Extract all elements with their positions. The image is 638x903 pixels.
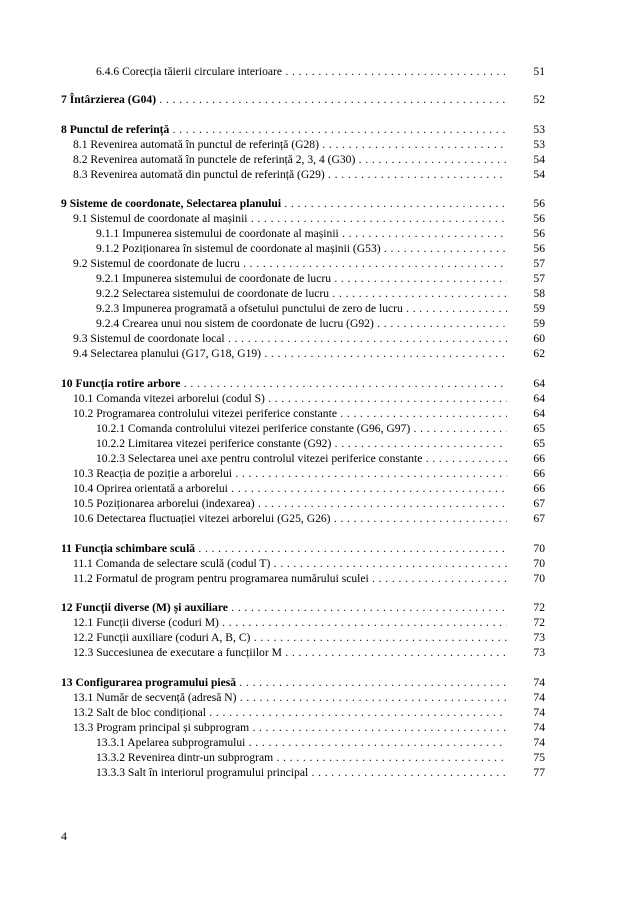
toc-entry (0, 256, 638, 271)
toc-entry-page: 74 (533, 676, 545, 689)
toc-entry (0, 750, 638, 765)
toc-chapter-entry (0, 92, 638, 107)
toc-entry-label: 10.2.2 Limitarea vitezei periferice constante (G92) (96, 437, 332, 450)
toc-entry-title (96, 765, 507, 780)
toc-entry (0, 241, 638, 256)
toc-entry (0, 436, 638, 451)
toc-entry-page: 73 (533, 646, 545, 659)
toc-entry-title (73, 615, 507, 630)
toc-entry (0, 152, 638, 167)
toc-entry-page: 57 (533, 257, 545, 270)
toc-entry (0, 645, 638, 660)
toc-entry-page: 60 (533, 332, 545, 345)
toc-entry-page: 65 (533, 422, 545, 435)
toc-chapter-entry (0, 600, 638, 615)
toc-entry-title (61, 376, 507, 391)
toc-entry-page: 66 (533, 482, 545, 495)
toc-entry-label: 10.2.3 Selectarea unei axe pentru controlul vitezei periferice constante (96, 452, 423, 465)
toc-entry-label: 10.4 Oprirea orientată a arborelui (73, 482, 228, 495)
toc-entry-label: 8.2 Revenirea automată în punctele de referință 2, 3, 4 (G30) (73, 153, 356, 166)
toc-entry-page: 56 (533, 227, 545, 240)
toc-entry-title (73, 705, 507, 720)
toc-entry-page: 70 (533, 542, 545, 555)
toc-entry-label: 8 Punctul de referință (61, 123, 170, 136)
toc-entry-title (96, 271, 507, 286)
toc-entry-label: 7 Întârzierea (G04) (61, 93, 157, 106)
toc-entry-label: 10.1 Comanda vitezei arborelui (codul S) (73, 392, 265, 405)
toc-entry-title (96, 301, 507, 316)
toc-entry-title (96, 226, 507, 241)
toc-entry (0, 391, 638, 406)
toc-entry-page: 74 (533, 736, 545, 749)
toc-entry-page: 74 (533, 706, 545, 719)
toc-entry (0, 211, 638, 226)
toc-entry-page: 53 (533, 138, 545, 151)
toc-entry-title (73, 391, 507, 406)
toc-entry-title (61, 92, 507, 107)
toc-entry-page: 72 (533, 616, 545, 629)
toc-entry-title (73, 137, 507, 152)
toc-entry-label: 9.1.1 Impunerea sistemului de coordonate al mașinii (96, 227, 339, 240)
toc-entry (0, 301, 638, 316)
toc-entry-title (73, 720, 507, 735)
toc-entry-page: 58 (533, 287, 545, 300)
toc-entry-title (61, 600, 507, 615)
toc-entry-page: 74 (533, 691, 545, 704)
toc-entry (0, 735, 638, 750)
toc-entry-label: 10.2 Programarea controlului vitezei periferice constante (73, 407, 337, 420)
toc-entry-label: 9 Sisteme de coordonate, Selectarea planului (61, 197, 282, 210)
toc-entry (0, 137, 638, 152)
toc-entry (0, 556, 638, 571)
toc-entry-title (73, 556, 507, 571)
toc-entry (0, 571, 638, 586)
toc-entry-title (73, 152, 507, 167)
toc-entry-page: 74 (533, 721, 545, 734)
toc-entry-title (96, 750, 507, 765)
toc-entry-page: 51 (533, 65, 545, 78)
toc-entry-title (61, 541, 507, 556)
toc-entry (0, 316, 638, 331)
toc-entry-title (96, 316, 507, 331)
toc-entry-page: 66 (533, 467, 545, 480)
toc-entry-page: 56 (533, 212, 545, 225)
toc-entry-page: 77 (533, 766, 545, 779)
toc-entry-label: 8.3 Revenirea automată din punctul de referință (G29) (73, 168, 325, 181)
toc-entry (0, 331, 638, 346)
toc-entry-label: 10.3 Reacția de poziție a arborelui (73, 467, 233, 480)
toc-entry (0, 451, 638, 466)
toc-entry-label: 12.2 Funcții auxiliare (coduri A, B, C) (73, 631, 251, 644)
toc-entry-page: 56 (533, 242, 545, 255)
toc-entry-title (73, 690, 507, 705)
toc-entry-title (61, 196, 507, 211)
toc-entry-page: 64 (533, 407, 545, 420)
toc-entry-title (73, 256, 507, 271)
toc-chapter-entry (0, 376, 638, 391)
toc-entry-page: 52 (533, 93, 545, 106)
toc-entry (0, 271, 638, 286)
toc-entry-title (73, 496, 507, 511)
toc-entry-label: 9.2.1 Impunerea sistemului de coordonate de lucru (96, 272, 332, 285)
toc-entry-title (73, 630, 507, 645)
toc-entry-title (96, 286, 507, 301)
toc-entry-label: 10.5 Poziționarea arborelui (indexarea) (73, 497, 255, 510)
toc-entry-title (61, 122, 507, 137)
toc-entry-page: 72 (533, 601, 545, 614)
toc-entry-label: 11.1 Comanda de selectare sculă (codul T) (73, 557, 271, 570)
toc-entry-label: 10.6 Detectarea fluctuației vitezei arborelui (G25, G26) (73, 512, 331, 525)
toc-entry-label: 9.1 Sistemul de coordonate al mașinii (73, 212, 248, 225)
toc-entry-title (73, 331, 507, 346)
toc-entry-title (73, 211, 507, 226)
toc-entry-label: 9.4 Selectarea planului (G17, G18, G19) (73, 347, 262, 360)
toc-entry (0, 466, 638, 481)
toc-entry (0, 421, 638, 436)
toc-entry-title (73, 406, 507, 421)
toc-chapter-entry (0, 196, 638, 211)
toc-entry-label: 8.1 Revenirea automată în punctul de referință (G28) (73, 138, 319, 151)
toc-entry-label: 13.3 Program principal și subprogram (73, 721, 250, 734)
toc-entry-label: 9.2.4 Crearea unui nou sistem de coordonate de lucru (G92) (96, 317, 374, 330)
toc-entry (0, 690, 638, 705)
toc-entry-page: 59 (533, 302, 545, 315)
toc-entry-label: 13 Configurarea programului piesă (61, 676, 237, 689)
toc-chapter-entry (0, 541, 638, 556)
toc-entry-title (96, 436, 507, 451)
toc-entry-label: 12.3 Succesiunea de executare a funcțiilor M (73, 646, 282, 659)
toc-entry-title (96, 241, 507, 256)
toc-entry-page: 67 (533, 512, 545, 525)
toc-entry-page: 70 (533, 572, 545, 585)
toc-entry (0, 481, 638, 496)
toc-entry-label: 9.2.3 Impunerea programată a ofsetului punctului de zero de lucru (96, 302, 403, 315)
toc-entry (0, 765, 638, 780)
toc-entry-label: 13.2 Salt de bloc condițional (73, 706, 206, 719)
toc-entry-page: 53 (533, 123, 545, 136)
toc-chapter-entry (0, 675, 638, 690)
toc-entry-label: 11.2 Formatul de program pentru programarea numărului sculei (73, 572, 369, 585)
toc-entry-page: 66 (533, 452, 545, 465)
toc-entry-page: 67 (533, 497, 545, 510)
toc-entry (0, 720, 638, 735)
toc-entry-page: 62 (533, 347, 545, 360)
toc-entry-label: 12.1 Funcții diverse (coduri M) (73, 616, 219, 629)
toc-entry-title (73, 645, 507, 660)
toc-entry-page: 54 (533, 168, 545, 181)
toc-entry-label: 13.1 Număr de secvență (adresă N) (73, 691, 237, 704)
toc-entry-page: 54 (533, 153, 545, 166)
toc-entry-title (73, 346, 507, 361)
toc-entry-page: 64 (533, 377, 545, 390)
toc-entry-title (73, 481, 507, 496)
toc-entry-page: 56 (533, 197, 545, 210)
toc-entry (0, 346, 638, 361)
page-number: 4 (61, 829, 67, 843)
toc-entry-label: 9.2.2 Selectarea sistemului de coordonate de lucru (96, 287, 330, 300)
toc-entry-title (73, 511, 507, 526)
toc-entry-title (96, 421, 507, 436)
toc-entry (0, 630, 638, 645)
toc-entry (0, 167, 638, 182)
toc-entry-title (96, 451, 507, 466)
toc-entry-page: 65 (533, 437, 545, 450)
toc-entry-label: 10 Funcția rotire arbore (61, 377, 181, 390)
toc-entry-label: 13.3.1 Apelarea subprogramului (96, 736, 246, 749)
toc-entry (0, 511, 638, 526)
toc-entry-page: 75 (533, 751, 545, 764)
toc-entry (0, 226, 638, 241)
toc-entry-title (96, 64, 507, 79)
toc-entry (0, 705, 638, 720)
toc-entry-label: 9.3 Sistemul de coordonate local (73, 332, 225, 345)
toc-entry-page: 70 (533, 557, 545, 570)
toc-entry-label: 9.1.2 Poziționarea în sistemul de coordonate al mașinii (G53) (96, 242, 381, 255)
toc-entry-page: 57 (533, 272, 545, 285)
toc-entry-label: 10.2.1 Comanda controlului vitezei periferice constante (G96, G97) (96, 422, 411, 435)
toc-entry-page: 73 (533, 631, 545, 644)
toc-entry-label: 11 Funcția schimbare sculă (61, 542, 196, 555)
toc-entry-label: 6.4.6 Corecția tăierii circulare interioare (96, 65, 283, 78)
toc-entry (0, 286, 638, 301)
toc-entry-page: 59 (533, 317, 545, 330)
toc-entry-label: 13.3.2 Revenirea dintr-un subprogram (96, 751, 274, 764)
toc-entry-title (96, 735, 507, 750)
toc-entry (0, 406, 638, 421)
toc-entry-label: 9.2 Sistemul de coordonate de lucru (73, 257, 240, 270)
toc-entry-page: 64 (533, 392, 545, 405)
toc-chapter-entry (0, 122, 638, 137)
toc-entry-title (73, 466, 507, 481)
toc-entry (0, 64, 638, 79)
toc-entry-title (73, 571, 507, 586)
toc-entry-title (61, 675, 507, 690)
toc-entry-label: 12 Funcții diverse (M) și auxiliare (61, 601, 228, 614)
toc-entry (0, 615, 638, 630)
toc-entry (0, 496, 638, 511)
toc-entry-label: 13.3.3 Salt în interiorul programului principal (96, 766, 309, 779)
toc-entry-title (73, 167, 507, 182)
